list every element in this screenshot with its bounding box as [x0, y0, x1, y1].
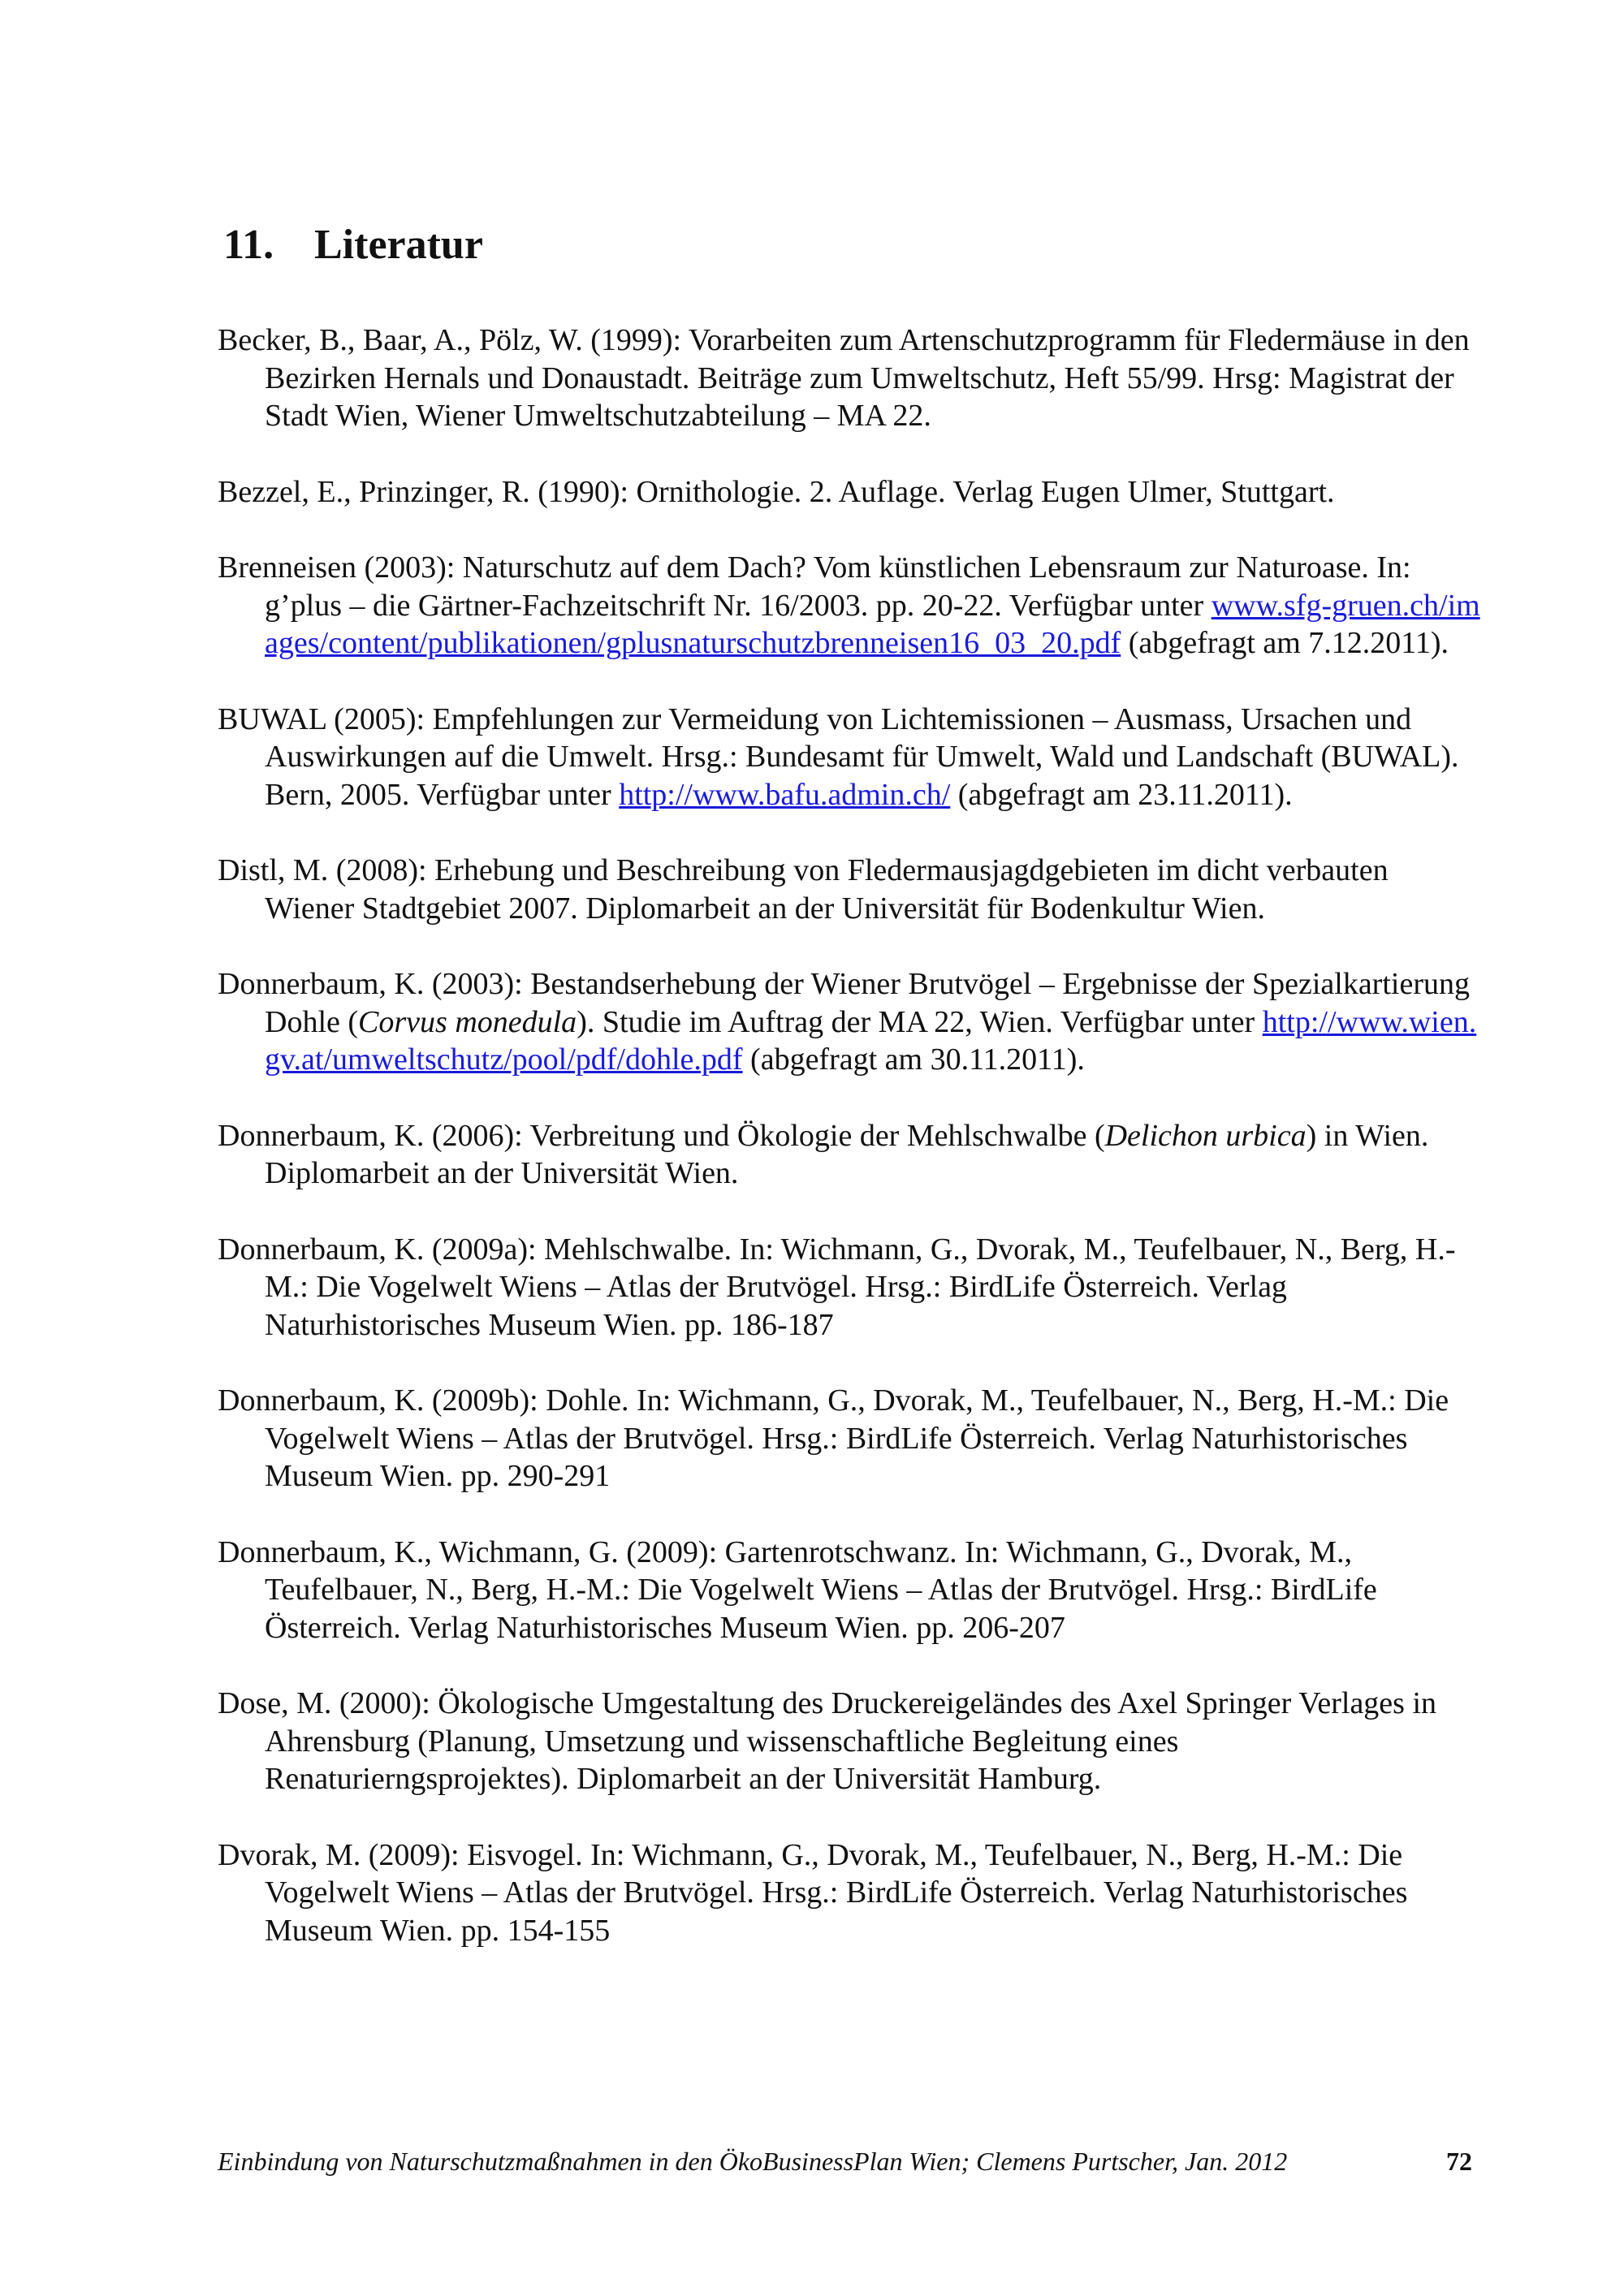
reference-text: Donnerbaum, K. (2009b): Dohle. In: Wichmann, G., Dvorak, M., Teufelbauer, N., Berg, H.-M.: Die Vogelwelt Wiens – Atlas der Brutvögel. Hrsg.: BirdLife Österreich. Verlag Naturhistorisches Museum Wien. pp. 290-291 — [218, 1383, 1449, 1493]
reference-text: Donnerbaum, K., Wichmann, G. (2009): Gartenrotschwanz. In: Wichmann, G., Dvorak, M., Teufelbauer, N., Berg, H.-M.: Die Vogelwelt Wiens – Atlas der Brutvögel. Hrsg.: BirdLife Österreich. Verlag Naturhistorisches Museum Wien. pp. 206-207 — [218, 1534, 1377, 1645]
page-footer — [218, 2147, 1472, 2177]
reference-entry — [218, 1382, 1484, 1495]
species-name: Corvus monedula — [358, 1004, 577, 1039]
reference-text: Brenneisen (2003): Naturschutz auf dem Dach? Vom künstlichen Lebensraum zur Naturoase. In: g’plus – die Gärtner-Fachzeitschrift Nr. 16/2003. pp. 20-22. Verfügbar unter — [218, 550, 1411, 623]
reference-text: Dvorak, M. (2009): Eisvogel. In: Wichmann, G., Dvorak, M., Teufelbauer, N., Berg, H.-M.: Die Vogelwelt Wiens – Atlas der Brutvögel. Hrsg.: BirdLife Österreich. Verlag Naturhistorisches Museum Wien. pp. 154-155 — [218, 1837, 1408, 1948]
page-title — [223, 221, 483, 269]
reference-link[interactable]: http://www.wien.gv.at/umweltschutz/pool/pdf/dohle.pdf — [265, 1004, 1477, 1077]
reference-entry — [218, 965, 1484, 1079]
reference-text: BUWAL (2005): Empfehlungen zur Vermeidung von Lichtemissionen – Ausmass, Ursachen und Auswirkungen auf die Umwelt. Hrsg.: Bundesamt für Umwelt, Wald und Landschaft (BUWAL). Bern, 2005. Verfügbar unter — [218, 701, 1459, 812]
reference-entry — [218, 701, 1484, 814]
reference-text: Donnerbaum, K. (2003): Bestandserhebung der Wiener Brutvögel – Ergebnisse der Spezialkartierung Dohle ( — [218, 967, 1470, 1039]
reference-text: Bezzel, E., Prinzinger, R. (1990): Ornithologie. 2. Auflage. Verlag Eugen Ulmer, Stuttgart. — [218, 474, 1335, 509]
reference-entry — [218, 322, 1484, 435]
reference-entry — [218, 549, 1484, 662]
reference-text: (abgefragt am 7.12.2011). — [1121, 626, 1449, 660]
reference-text: Donnerbaum, K. (2009a): Mehlschwalbe. In: Wichmann, G., Dvorak, M., Teufelbauer, N., Berg, H.-M.: Die Vogelwelt Wiens – Atlas der Brutvögel. Hrsg.: BirdLife Österreich. Verlag Naturhistorisches Museum Wien. pp. 186-187 — [218, 1232, 1456, 1342]
reference-entry — [218, 1231, 1484, 1344]
reference-text: (abgefragt am 30.11.2011). — [742, 1042, 1085, 1077]
reference-list — [218, 322, 1484, 1987]
reference-link[interactable]: www.sfg-gruen.ch/images/content/publikationen/gplusnaturschutzbrenneisen16_03_20.pdf — [265, 588, 1480, 660]
footer-text: Einbindung von Naturschutzmaßnahmen in den ÖkoBusinessPlan Wien; Clemens Purtscher, Jan. 2012 — [218, 2147, 1288, 2176]
page-number: 72 — [1446, 2147, 1472, 2176]
reference-text: Dose, M. (2000): Ökologische Umgestaltung des Druckereigeländes des Axel Springer Verlages in Ahrensburg (Planung, Umsetzung und wissenschaftliche Begleitung eines Renaturierngsprojektes). Diplomarbeit an der Universität Hamburg. — [218, 1686, 1437, 1796]
reference-entry — [218, 1685, 1484, 1798]
reference-entry — [218, 1117, 1484, 1193]
reference-entry — [218, 1836, 1484, 1950]
reference-text: (abgefragt am 23.11.2011). — [950, 777, 1293, 812]
reference-text: Donnerbaum, K. (2006): Verbreitung und Ökologie der Mehlschwalbe ( — [218, 1118, 1105, 1153]
reference-entry — [218, 473, 1484, 511]
reference-link[interactable]: http://www.bafu.admin.ch/ — [619, 777, 951, 812]
section-title: Literatur — [314, 222, 483, 268]
section-number: 11. — [223, 222, 274, 268]
reference-text: ). Studie im Auftrag der MA 22, Wien. Verfügbar unter — [577, 1004, 1263, 1039]
reference-entry — [218, 852, 1484, 927]
reference-entry — [218, 1534, 1484, 1647]
reference-text: ) in Wien. Diplomarbeit an der Universität Wien. — [265, 1118, 1429, 1190]
reference-text: Distl, M. (2008): Erhebung und Beschreibung von Fledermausjagdgebieten im dicht verbauten Wiener Stadtgebiet 2007. Diplomarbeit an der Universität für Bodenkultur Wien. — [218, 853, 1389, 926]
reference-text: Becker, B., Baar, A., Pölz, W. (1999): Vorarbeiten zum Artenschutzprogramm für Fledermäuse in den Bezirken Hernals und Donaustadt. Beiträge zum Umweltschutz, Heft 55/99. Hrsg: Magistrat der Stadt Wien, Wiener Umweltschutzabteilung – MA 22. — [218, 323, 1470, 433]
species-name: Delichon urbica — [1104, 1118, 1307, 1153]
